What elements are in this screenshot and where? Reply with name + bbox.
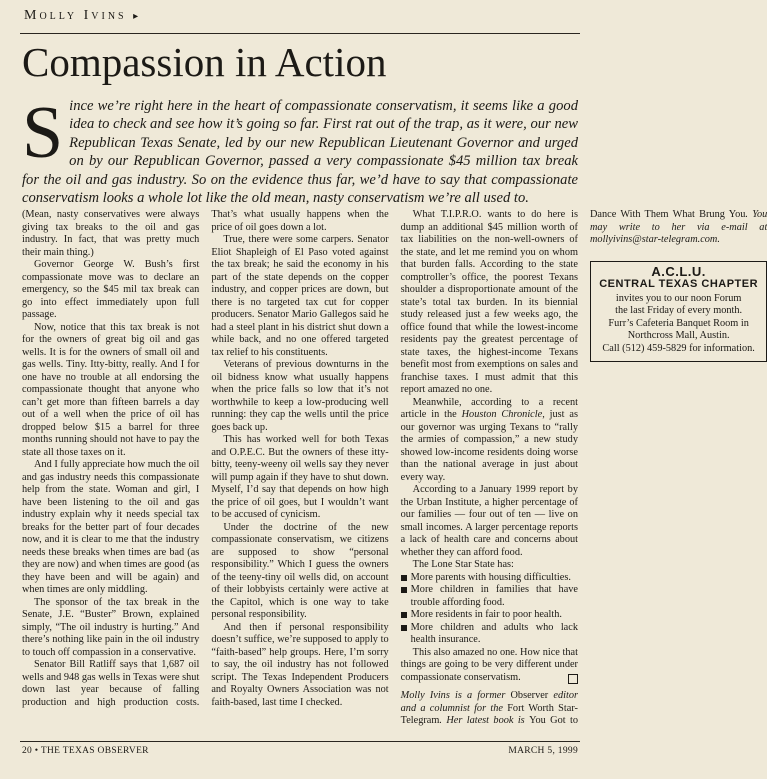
meanwhile-after: , just as our governor was urging Texans to “rally the armies of compassion,” a new study showed low-income residents doing worse than the national average in just about every way. (400, 409, 578, 483)
square-bullet-icon (401, 612, 407, 618)
author-byline (24, 8, 138, 24)
footer-date: MARCH 5, 1999 (508, 746, 578, 756)
body-paragraph: Now, notice that this tax break is not for the owners of great big oil and gas wells. It is for the owners of small oil and gas wells. Tiny. Itty-bitty, really. And I for one have no trouble at all endorsing the compassionate thought that anyone who can’t get more than fifteen barrels a day out of a well when the price of oil has dropped below $15 a barrel for three months running should not have to pay the state all those taxes on it. (22, 321, 200, 458)
body-paragraph: Veterans of previous downturns in the oil bidness know what usually happens when the price falls so low that it’s not worthwhile to keep a low-producing well running: they cap the wells until the price goes back up. (211, 359, 389, 433)
body-paragraph: Senator Bill Ratliff says that 1,687 oil wells and 948 gas wells in Texas were shut down last year because of falling production and high production costs. That’s what usually happens when the price of oil goes down a lot. (22, 209, 389, 708)
bullet-item: More parents with housing difficulties. (401, 572, 578, 585)
newspaper-name: Houston Chronicle (461, 409, 543, 420)
meanwhile-paragraph (401, 397, 578, 485)
square-bullet-icon (401, 625, 407, 631)
body-paragraph: True, there were some carpers. Senator Eliot Shapleigh of El Paso voted against the tax break; he said the economy in his part of the state depends on the copper industry, and copper prices are down, but there is no targeted tax cut for copper producers. Senator Mario Gallegos said he had a steel plant in his district shut down a while back, and no one offered targeted tax relief to his constituents. (211, 234, 389, 358)
body-paragraph: This has worked well for both Texas and O.P.E.C. But the owners of these itty-bitty, teeny-weeny oil wells say they never will pump again if they have to shut down. Myself, I’d say that depends on how high the price of oil goes, but I wouldn’t want to be accused of cynicism. (211, 434, 389, 520)
dek-text: ince we’re right here in the heart of compassionate conservatism, it seems like a good idea to check and see how it’s going so far. First rat out of the trap, as it were, our new Republican Texas Senate, led by our new Republican Lieutenant Governor and urged on by our Republican Governor, passed a very compassionate $45 million tax break for the oil and gas industry. So on the evidence thus far, we’d have to say that compassionate conservatism looks a whole lot like the old mean, nasty conservatism we’re all used to. (22, 98, 578, 207)
bullet-item: More children in families that have trouble affording food. (401, 584, 578, 609)
ad-title: A.C.L.U. (651, 263, 706, 279)
body-paragraph: And I fully appreciate how much the oil and gas industry needs this compassionate help from the state. Woman and girl, I have been listening to the oil and gas industry explain why it needs special tax breaks for the better part of four decades now, and it is clear to me that the industry needs these breaks when times are bad (as they are now) and when times are good (as they have been and will be again) and when times are only middling. (22, 459, 200, 595)
body-paragraph: What T.I.P.R.O. wants to do here is dump an additional $45 million worth of tax liabilities on the non-well-owners of the state, and let me remind you on whom that burden falls. According to the state comptroller’s office, the poorest Texans shoulder a disproportionate amount of the state’s total tax burden. In its biennial study released just a few weeks ago, the office found that while the lowest-income residents pay the greatest percentage of state taxes, the highest-income Texans benefit most from exemptions on sales and franchise taxes. I must admit that this report amazed no one. (400, 209, 578, 395)
ad-line: invites you to our noon Forum (615, 292, 742, 304)
ad-line: Call (512) 459-5829 for information. (602, 343, 755, 355)
arrow-icon: ▸ (133, 11, 139, 22)
aclu-advertisement (590, 261, 767, 362)
square-bullet-icon (401, 575, 407, 581)
lone-star-intro: The Lone Star State has: (412, 559, 514, 570)
top-rule (20, 33, 580, 34)
bullet-item: More children and adults who lack health insurance. (401, 622, 578, 647)
bullet-item: More residents in fair to poor health. (401, 609, 578, 622)
ad-line: Northcross Mall, Austin. (627, 330, 730, 342)
dek-paragraph (22, 92, 578, 207)
body-paragraph: And then if personal responsibility doesn’t suffice, we’re supposed to apply to “faith-based” help groups. Here, I’m sorry to say, the oil industry has not followed script. The Texas Independent Producers and Royalty Owners Association was not faith-based, last time I checked. (211, 621, 389, 708)
ad-line: the last Friday of every month. (615, 305, 743, 317)
author-bio: Molly Ivins is a former Observer editor and a columnist for the Fort Worth Star-Telegram. Her latest book is You Got to Dance With Them What Brung You. You may write to her via e-mail at mollyivins@star-telegram.com. (400, 209, 767, 726)
closing-paragraph: This also amazed no one. How nice that things are going to be very different under compassionate conservatism. (400, 646, 578, 683)
article-body (22, 209, 767, 729)
body-paragraph: Governor George W. Bush’s first compassionate move was to declare an emergency, so the $45 mil tax break can go into effect immediately upon full passage. (22, 259, 200, 320)
headline: Compassion in Action (22, 39, 387, 85)
footer-page-info: 20 • THE TEXAS OBSERVER (22, 746, 149, 756)
ad-subtitle: CENTRAL TEXAS CHAPTER (599, 278, 759, 291)
body-paragraph: (Mean, nasty conservatives were always giving tax breaks to the oil and gas industry. In fact, that was pretty much their main thing.) (22, 209, 200, 258)
square-bullet-icon (401, 587, 407, 593)
drop-cap: S (22, 92, 64, 174)
body-paragraph: The sponsor of the tax break in the Senate, J.E. “Buster” Brown, explained simply, “The oil industry is hurting.” And there’s nothing like pain in the oil industry to touch off compassion in a conservative. (22, 596, 200, 658)
body-paragraph: Under the doctrine of the new compassionate conservatism, we citizens are supposed to show “personal responsibility.” Which I guess the owners of the teeny-tiny oil wells did, on account of their lobbyists certainly were active at the Capitol, which is one way to take personal responsibility. (211, 521, 389, 620)
end-mark-icon (568, 674, 578, 684)
bottom-rule (20, 741, 580, 742)
report-paragraph: According to a January 1999 report by the Urban Institute, a higher percentage of our families — four out of ten — live on small incomes. A larger percentage reports a lack of health care and concerns about whether they can afford food. (400, 484, 578, 558)
meanwhile-before: Meanwhile, according to a recent article in the (400, 396, 578, 420)
author-name: Molly Ivins (24, 8, 127, 23)
ad-line: Furr’s Cafeteria Banquet Room in (608, 317, 749, 329)
